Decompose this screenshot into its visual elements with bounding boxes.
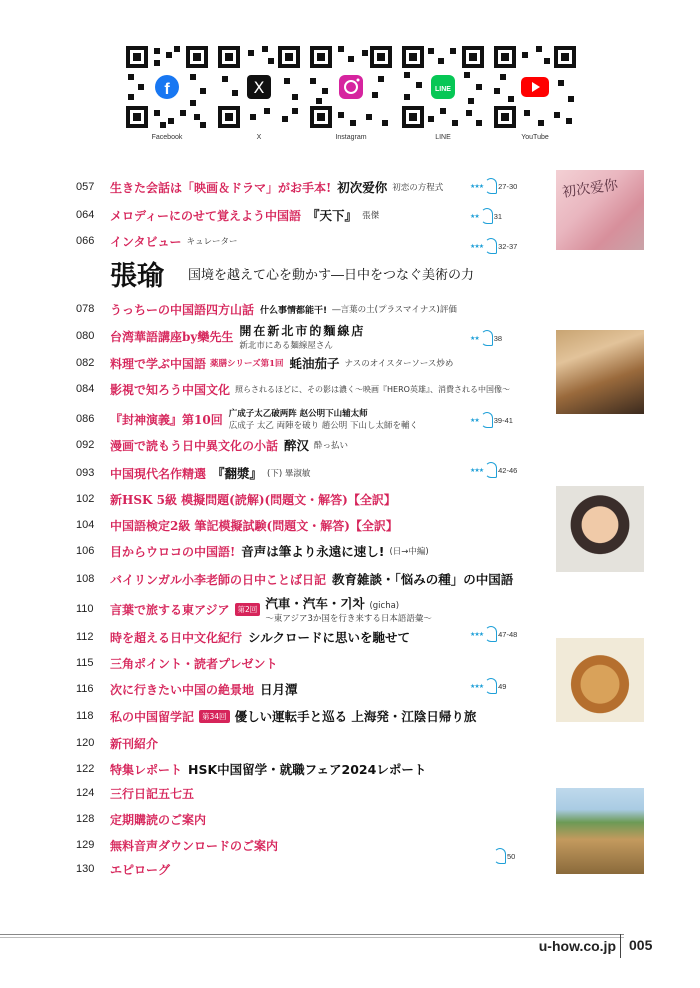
- page-number-footer: 005: [620, 934, 686, 958]
- toc-row[interactable]: [76, 782, 546, 804]
- page-number: 082: [76, 357, 95, 369]
- section-title: メロディーにのせて覚えよう中国語: [110, 208, 302, 223]
- section-title: インタビュー: [110, 234, 182, 249]
- ear-icon: [485, 462, 497, 478]
- page-number: 115: [76, 657, 94, 669]
- section-title: エピローグ: [110, 862, 171, 877]
- section-title: 次に行きたい中国の絶景地: [110, 682, 255, 697]
- section-title: 三角ポイント・読者プレゼント: [110, 656, 278, 671]
- food-photo: [556, 638, 644, 722]
- difficulty-stars: ★★: [470, 335, 479, 342]
- page-number: 124: [76, 787, 95, 799]
- social-qr-row: [122, 44, 578, 152]
- section-title: 定期購読のご案内: [110, 812, 207, 827]
- audio-mark: [470, 208, 502, 224]
- toc-row[interactable]: [76, 705, 546, 727]
- qr-facebook[interactable]: [122, 44, 212, 141]
- audio-pages: 38: [493, 333, 503, 343]
- youtube-qr-icon: [492, 44, 578, 130]
- qr-caption: YouTube: [521, 134, 549, 141]
- section-subtitle: 蚝油茄子: [289, 356, 340, 371]
- svg-text:LINE: LINE: [435, 86, 451, 93]
- qr-line[interactable]: [398, 44, 488, 141]
- section-subtitle: 優しい運転手と巡る 上海発・江陰日帰り旅: [234, 709, 477, 724]
- audio-pages: 31: [493, 211, 503, 221]
- section-note: (下) 畢淑敏: [267, 469, 311, 479]
- toc-row[interactable]: [76, 568, 546, 590]
- section-title: 無料音声ダウンロードのご案内: [110, 838, 279, 853]
- page-number: 064: [76, 209, 95, 221]
- section-note: キュレーター: [186, 237, 238, 247]
- audio-pages: 47-48: [498, 629, 518, 639]
- page-number: 122: [76, 763, 95, 775]
- ear-icon: [481, 208, 493, 224]
- qr-caption: LINE: [435, 134, 451, 141]
- series-badge: 第2回: [235, 603, 261, 616]
- page-number: 110: [76, 603, 94, 615]
- qr-caption: Instagram: [335, 134, 367, 141]
- audio-mark: [470, 412, 513, 428]
- section-extra-note: 〜東アジア3か国を行き来する日本語語彙〜: [265, 614, 432, 624]
- section-subtitle: 『翻漿』: [212, 466, 263, 481]
- section-title: 料理で学ぶ中国語: [110, 356, 207, 371]
- toc-row[interactable]: [76, 652, 546, 674]
- difficulty-stars: ★★: [470, 417, 479, 424]
- audio-mark: [470, 330, 502, 346]
- page-number: 078: [76, 303, 95, 315]
- section-title: 新刊紹介: [110, 736, 159, 751]
- section-title: 目からウロコの中国語!: [110, 544, 236, 559]
- audio-pages: 27-30: [498, 181, 518, 191]
- audio-mark: [470, 238, 517, 254]
- page-number: 102: [76, 493, 95, 505]
- section-subtitle: 广成子太乙破两阵 赵公明下山辅太师: [228, 409, 368, 419]
- page-number: 112: [76, 631, 94, 643]
- page-number: 084: [76, 383, 95, 395]
- section-title: 漫画で読もう日中異文化の小話: [110, 438, 279, 453]
- section-title: 中国語検定2級 筆記模擬試験(問題文・解答)【全訳】: [110, 518, 398, 533]
- ear-icon: [485, 238, 497, 254]
- scenery-photo: [556, 788, 644, 874]
- audio-pages: 39-41: [493, 415, 513, 425]
- x-qr-icon: [216, 44, 302, 130]
- section-subtitle: HSK中国留学・就職フェア2024レポート: [188, 762, 427, 777]
- page-number: 108: [76, 573, 95, 585]
- toc-row[interactable]: [76, 488, 546, 510]
- page-number: 093: [76, 467, 95, 479]
- difficulty-stars: ★★★: [470, 243, 484, 250]
- page-number: 086: [76, 413, 95, 425]
- interview-name: 張瑜: [110, 261, 164, 292]
- page-number: 116: [76, 683, 94, 695]
- toc-row[interactable]: [76, 378, 546, 400]
- toc-row[interactable]: [76, 596, 546, 624]
- line-qr-icon: [400, 44, 486, 130]
- ear-icon: [481, 412, 493, 428]
- qr-youtube[interactable]: [490, 44, 580, 141]
- section-subtitle: 開在新北市的麵線店: [239, 323, 366, 338]
- section-title: 時を超える日中文化紀行: [110, 630, 243, 645]
- toc-row[interactable]: [76, 298, 546, 320]
- difficulty-stars: ★★★: [470, 631, 484, 638]
- section-note: 初恋の方程式: [392, 183, 444, 193]
- ear-icon: [485, 178, 497, 194]
- audio-pages: 32-37: [498, 241, 518, 251]
- section-subtitle: シルクロードに思いを馳せて: [248, 630, 410, 645]
- audio-pages: 50: [507, 851, 516, 861]
- toc-row[interactable]: [76, 834, 546, 856]
- section-title: 私の中国留学記: [110, 709, 195, 724]
- audio-mark: [470, 178, 517, 194]
- difficulty-stars: ★★★: [470, 683, 484, 690]
- toc-row[interactable]: [76, 758, 546, 780]
- section-subtitle: 日月潭: [260, 682, 298, 697]
- difficulty-stars: ★★★: [470, 467, 484, 474]
- difficulty-stars: ★★: [470, 213, 479, 220]
- page-number: 129: [76, 839, 95, 851]
- section-subtitle: 汽車・汽车・기차: [265, 596, 365, 611]
- section-title: うっちーの中国語四方山話: [110, 302, 255, 317]
- footer-rule: [0, 937, 624, 938]
- singer-photo: [556, 330, 644, 414]
- section-note: 照らされるほどに、その影は濃く〜映画『HERO英雄』、消費される中国像〜: [235, 384, 510, 394]
- section-note: (gicha): [369, 601, 400, 611]
- page-number: 128: [76, 813, 95, 825]
- page-number: 066: [76, 235, 95, 247]
- section-title: 中国現代名作精選: [110, 466, 207, 481]
- svg-text:X: X: [253, 78, 265, 97]
- section-note: 酔っ払い: [314, 441, 349, 451]
- toc-row[interactable]: [76, 858, 546, 880]
- section-note: 新北市にある麺線屋さん: [239, 340, 333, 351]
- section-note: 広成子 太乙 両陣を破り 趙公明 下山し太師を輔く: [228, 421, 419, 431]
- section-subtitle: 『天下』: [307, 208, 358, 223]
- qr-instagram[interactable]: [306, 44, 396, 141]
- ear-icon: [481, 330, 493, 346]
- ear-icon: [485, 678, 497, 694]
- toc-row[interactable]: [76, 352, 546, 374]
- section-note: (日→中編): [389, 547, 429, 557]
- page-number: 057: [76, 181, 95, 193]
- page-number: 104: [76, 519, 95, 531]
- page-number: 130: [76, 863, 95, 875]
- toc-row[interactable]: [76, 808, 546, 830]
- audio-pages: 49: [498, 681, 507, 691]
- section-subtitle: 初次爱你: [337, 180, 388, 195]
- toc-row[interactable]: [76, 514, 546, 536]
- interview-subtitle: 国境を越えて心を動かす―日中をつなぐ美術の力: [188, 268, 475, 283]
- qr-caption: X: [256, 134, 262, 141]
- ear-icon: [485, 626, 497, 642]
- audio-mark: [494, 848, 515, 864]
- section-subtitle: 音声は筆より永遠に速し!: [241, 544, 385, 559]
- series-label: 薬膳シリーズ第1回: [210, 359, 284, 369]
- footer-url[interactable]: u-how.co.jp: [538, 938, 616, 954]
- qr-caption: Facebook: [151, 134, 183, 141]
- page-number: 092: [76, 439, 95, 451]
- section-title: 『封神演義』第10回: [110, 412, 223, 427]
- ear-icon: [494, 848, 506, 864]
- section-subtitle: 教育雑談・「悩みの種」の中国語: [332, 572, 514, 587]
- section-title: 特集レポート: [110, 762, 183, 777]
- page-number: 080: [76, 330, 95, 342]
- series-badge: 第34回: [199, 710, 230, 723]
- drama-title-logo: 初次爱你: [561, 177, 619, 201]
- facebook-qr-icon: [124, 44, 210, 130]
- section-title: 生きた会話は「映画＆ドラマ」がお手本!: [110, 180, 332, 195]
- toc-row[interactable]: [76, 732, 546, 754]
- section-subtitle: 醉汉: [284, 438, 310, 453]
- difficulty-stars: ★★★: [470, 183, 484, 190]
- section-title: 台湾華語講座by欒先生: [110, 329, 234, 344]
- section-title: 言葉で旅する東アジア: [110, 602, 230, 617]
- section-title: バイリンガル小李老師の日中ことば日記: [110, 572, 327, 587]
- section-note: 張傑: [362, 211, 380, 221]
- audio-mark: [470, 626, 517, 642]
- section-note: ―言葉の土(プラスマイナス)評価: [332, 305, 457, 315]
- section-subtitle: 什么事情都能干!: [260, 305, 328, 316]
- portrait-photo: [556, 486, 644, 572]
- page-number: 118: [76, 710, 94, 722]
- audio-mark: [470, 678, 506, 694]
- svg-text:f: f: [164, 81, 170, 98]
- audio-pages: 42-46: [498, 465, 518, 475]
- toc-row[interactable]: [76, 434, 546, 456]
- page-number: 120: [76, 737, 95, 749]
- page-number: 106: [76, 545, 95, 557]
- toc-row[interactable]: [76, 540, 546, 562]
- section-title: 影視で知ろう中国文化: [110, 382, 231, 397]
- section-title: 新HSK 5級 模擬問題(読解)(問題文・解答)【全訳】: [110, 492, 396, 507]
- drama-photo: [556, 170, 644, 250]
- audio-mark: [470, 462, 517, 478]
- qr-x[interactable]: [214, 44, 304, 141]
- footer-rule: [0, 934, 624, 935]
- section-note: ナスのオイスターソース炒め: [344, 359, 454, 369]
- section-title: 三行日記五七五: [110, 786, 195, 801]
- instagram-qr-icon: [308, 44, 394, 130]
